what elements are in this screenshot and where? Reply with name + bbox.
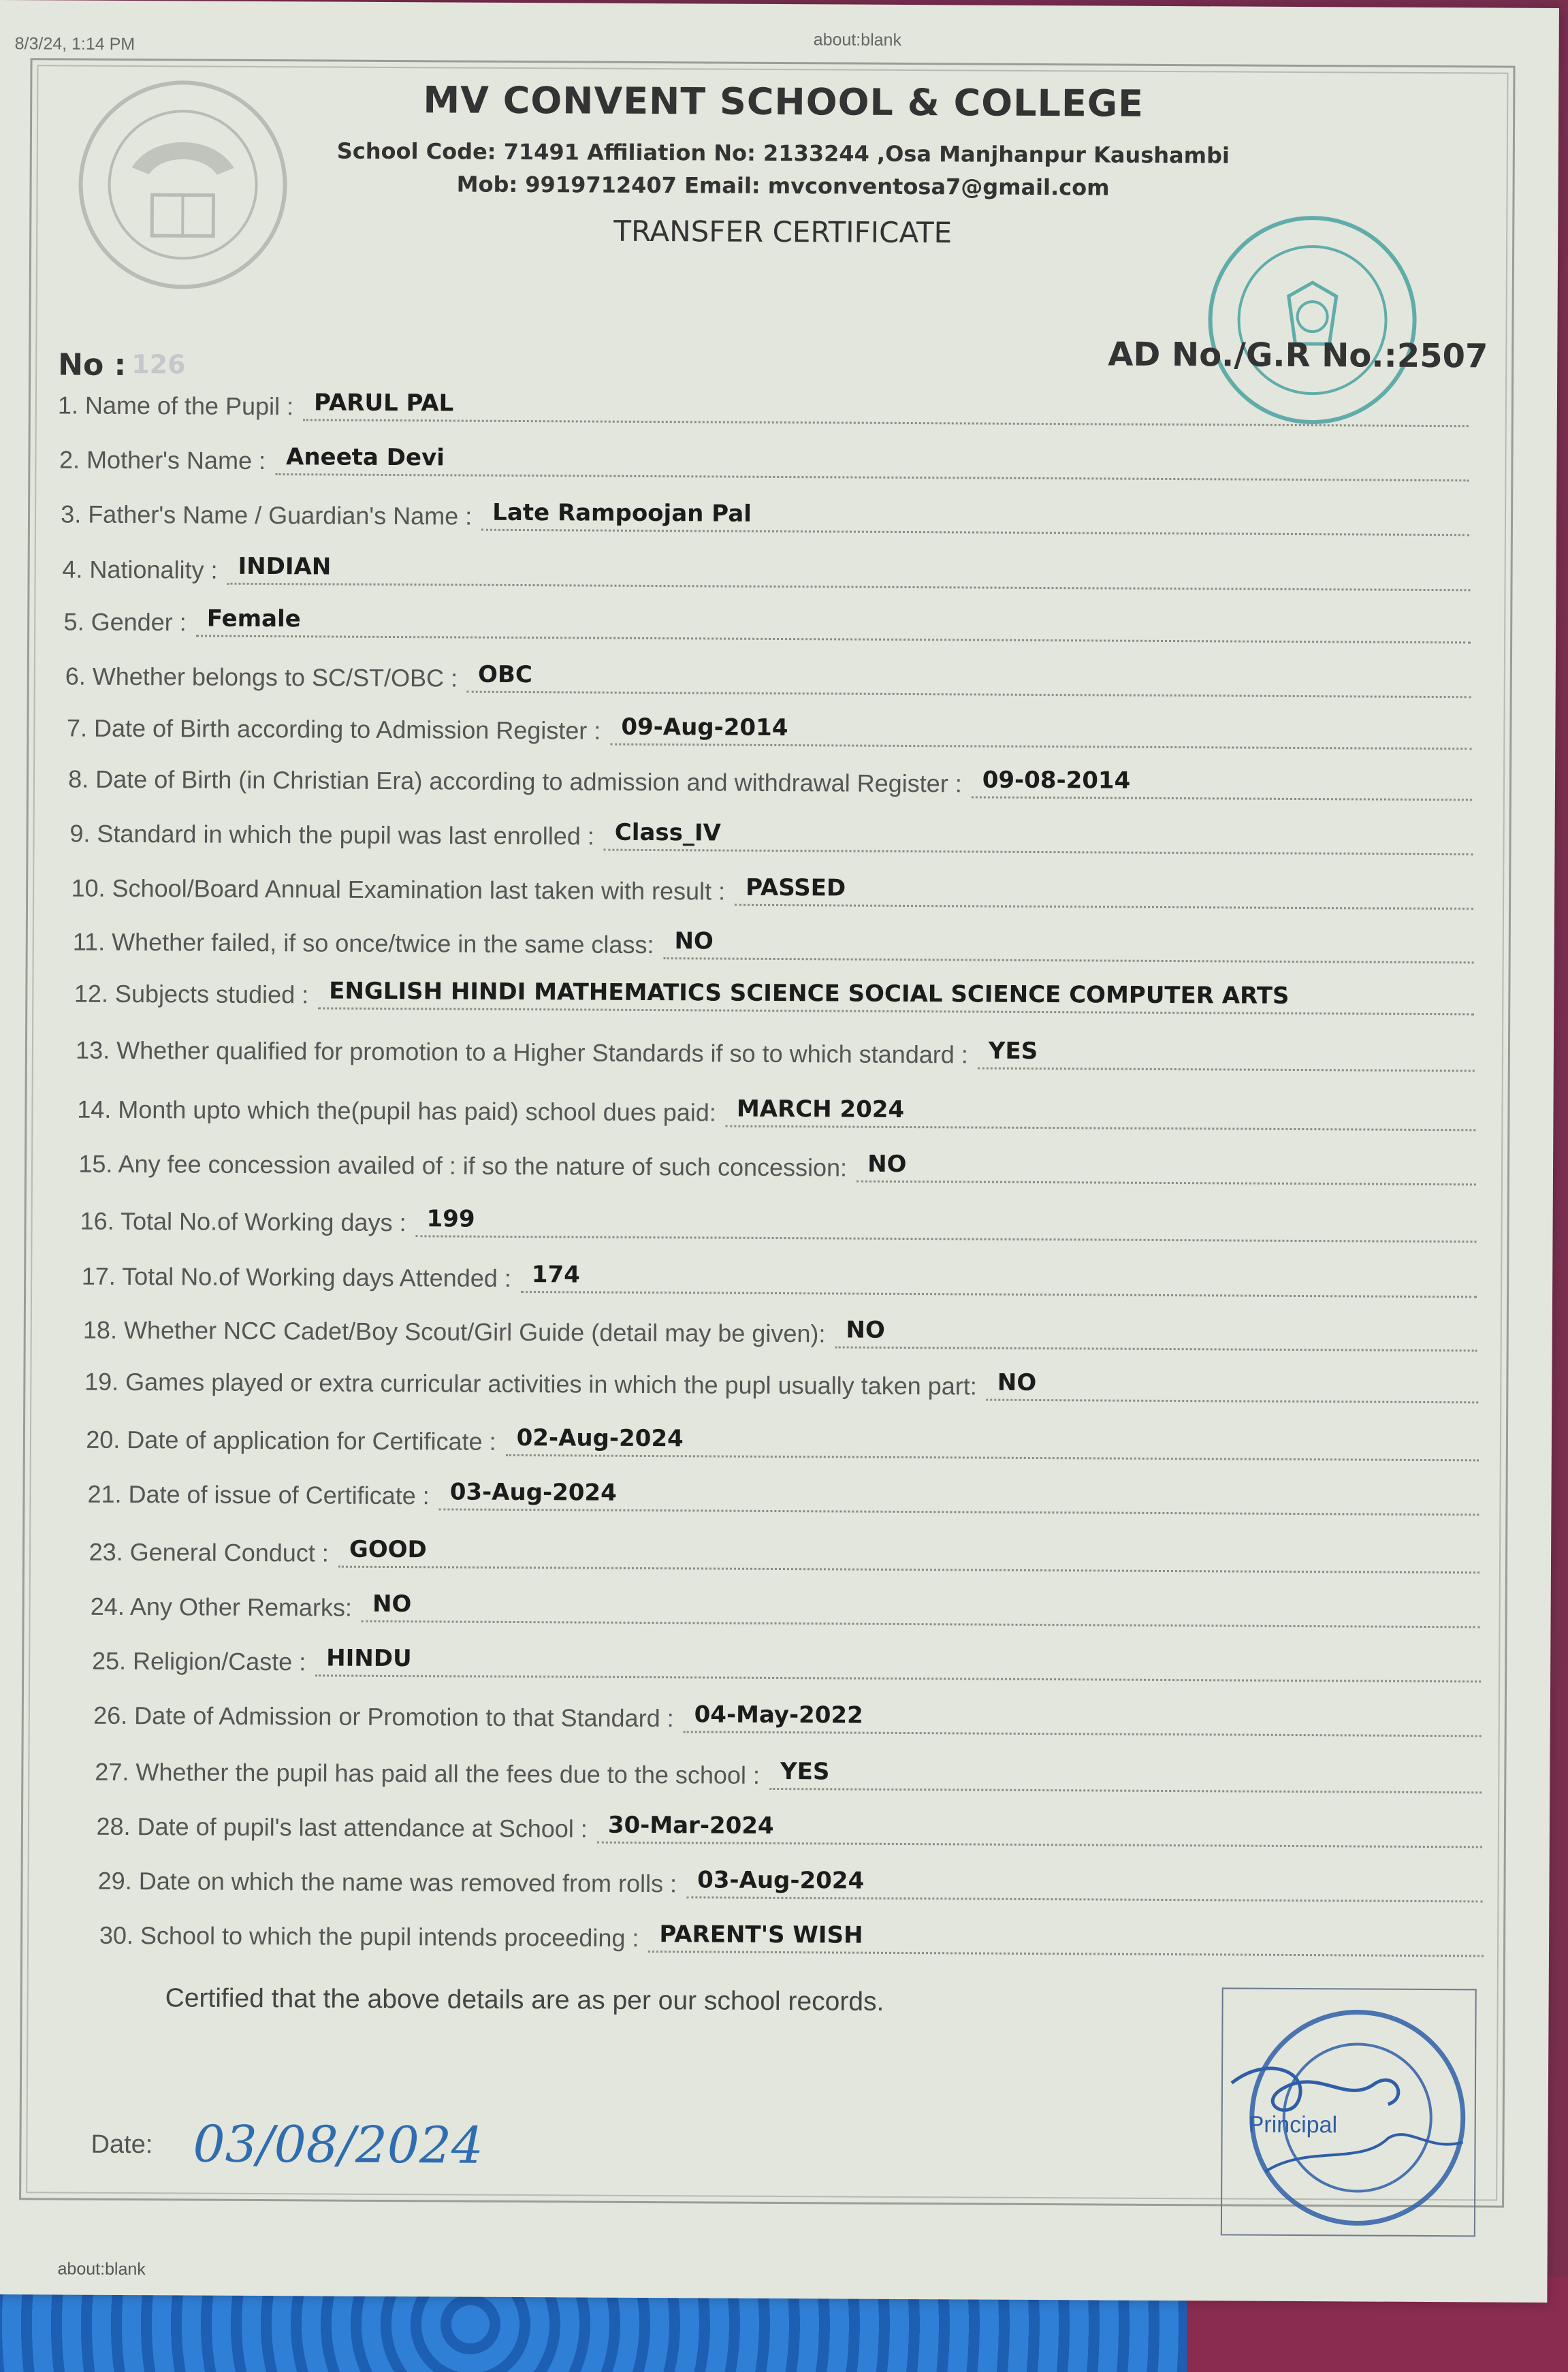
field-value: 04-May-2022 <box>684 1701 1482 1737</box>
field-label: 2. Mother's Name : <box>59 445 266 475</box>
field-row <box>82 1250 1477 1298</box>
field-value: YES <box>769 1758 1482 1793</box>
field-label: 21. Date of issue of Certificate : <box>87 1479 430 1510</box>
print-datetime: 8/3/24, 1:14 PM <box>14 34 135 54</box>
field-row <box>58 379 1469 427</box>
field-value: 09-Aug-2014 <box>610 714 1471 750</box>
field-label: 5. Gender : <box>63 607 187 637</box>
field-value: NO <box>362 1590 1480 1629</box>
certified-statement: Certified that the above details are as per our school records. <box>165 1983 884 2017</box>
field-value: 02-Aug-2024 <box>506 1424 1479 1461</box>
field-value: 199 <box>415 1205 1476 1243</box>
field-row <box>89 1526 1480 1574</box>
field-label: 26. Date of Admission or Promotion to that Standard : <box>93 1701 674 1733</box>
handwritten-date: 03/08/2024 <box>193 2115 484 2175</box>
field-value: Aneeta Devi <box>275 443 1469 481</box>
field-label: 7. Date of Birth according to Admission Register : <box>66 714 601 745</box>
field-value: Female <box>196 605 1471 644</box>
certificate-no-label: No : <box>58 347 127 383</box>
field-row <box>98 1855 1483 1903</box>
field-value: 09-08-2014 <box>972 766 1473 801</box>
field-value: 30-Mar-2024 <box>597 1812 1482 1848</box>
field-row <box>83 1304 1477 1352</box>
field-row <box>63 596 1471 644</box>
school-name: MV CONVENT SCHOOL & COLLEGE <box>423 78 1145 125</box>
field-value: OBC <box>467 661 1471 699</box>
print-url: about:blank <box>813 30 902 50</box>
date-label: Date: <box>91 2130 153 2160</box>
admission-number: AD No./G.R No.:2507 <box>1108 335 1488 376</box>
field-value: PASSED <box>735 874 1473 910</box>
field-value: Class_IV <box>604 819 1473 856</box>
field-value: Late Rampoojan Pal <box>481 499 1469 536</box>
field-row <box>86 1413 1479 1462</box>
certificate-no-value: 126 <box>131 349 186 380</box>
field-value: PARENT'S WISH <box>648 1921 1483 1957</box>
field-row <box>91 1580 1480 1629</box>
field-label: 27. Whether the pupil has paid all the fees due to the school : <box>95 1757 761 1789</box>
field-row <box>87 1468 1479 1516</box>
field-row <box>62 543 1470 591</box>
certificate-title: TRANSFER CERTIFICATE <box>613 214 953 250</box>
field-row <box>76 1024 1475 1072</box>
field-row <box>78 1138 1476 1186</box>
field-value: NO <box>835 1316 1477 1351</box>
field-value: PARUL PAL <box>303 389 1469 427</box>
field-label: 4. Nationality : <box>62 555 218 584</box>
field-row <box>67 702 1472 750</box>
field-label: 14. Month upto which the(pupil has paid) school dues paid: <box>77 1095 716 1127</box>
field-label: 6. Whether belongs to SC/ST/OBC : <box>65 662 458 692</box>
field-value: INDIAN <box>227 553 1470 592</box>
field-value: ENGLISH HINDI MATHEMATICS SCIENCE SOCIAL SCIENCE COMPUTER ARTS <box>318 977 1475 1015</box>
field-value: 03-Aug-2024 <box>439 1478 1479 1516</box>
field-value: NO <box>857 1151 1476 1186</box>
field-row <box>80 1195 1477 1243</box>
field-row <box>71 862 1473 910</box>
field-value: NO <box>987 1369 1478 1404</box>
field-label: 10. School/Board Annual Examination last taken with result : <box>71 874 726 905</box>
field-row <box>99 1909 1484 1957</box>
field-row <box>65 650 1471 699</box>
field-label: 17. Total No.of Working days Attended : <box>81 1262 511 1292</box>
field-row <box>59 433 1469 481</box>
field-label: 18. Whether NCC Cadet/Boy Scout/Girl Guide (detail may be given): <box>82 1315 826 1348</box>
field-label: 9. Standard in which the pupil was last enrolled : <box>69 819 594 850</box>
field-row <box>93 1689 1482 1737</box>
field-row <box>74 967 1475 1016</box>
field-label: 23. General Conduct : <box>89 1537 329 1567</box>
field-label: 15. Any fee concession availed of : if so the nature of such concession: <box>78 1149 848 1182</box>
field-label: 3. Father's Name / Guardian's Name : <box>61 500 473 530</box>
field-label: 13. Whether qualified for promotion to a Higher Standards if so to which standard : <box>76 1036 968 1069</box>
field-label: 19. Games played or extra curricular activities in which the pupl usually taken part: <box>84 1367 977 1400</box>
field-row <box>92 1635 1481 1683</box>
field-row <box>68 753 1472 801</box>
field-label: 11. Whether failed, if so once/twice in the same class: <box>72 927 654 959</box>
field-row <box>84 1356 1478 1404</box>
field-label: 16. Total No.of Working days : <box>80 1206 406 1237</box>
field-value: HINDU <box>315 1644 1481 1682</box>
field-label: 20. Date of application for Certificate : <box>86 1425 496 1456</box>
field-value: YES <box>978 1038 1475 1072</box>
field-row <box>96 1800 1482 1848</box>
field-value: 03-Aug-2024 <box>686 1866 1483 1902</box>
field-row <box>61 487 1469 536</box>
field-label: 24. Any Other Remarks: <box>90 1592 353 1622</box>
field-value: NO <box>663 927 1473 963</box>
field-row <box>95 1746 1482 1794</box>
field-label: 12. Subjects studied : <box>74 979 309 1009</box>
field-row <box>73 916 1474 964</box>
school-contact: Mob: 9919712407 Email: mvconventosa7@gmail.com <box>456 171 1110 201</box>
field-label: 25. Religion/Caste : <box>91 1646 306 1676</box>
field-label: 28. Date of pupil's last attendance at School : <box>96 1812 588 1843</box>
principal-label: Principal <box>1248 2111 1338 2138</box>
school-codes: School Code: 71491 Affiliation No: 2133244 ,Osa Manjhanpur Kaushambi <box>336 138 1230 169</box>
field-row <box>69 807 1473 856</box>
footer-url: about:blank <box>57 2259 146 2279</box>
field-value: GOOD <box>338 1536 1480 1574</box>
field-label: 8. Date of Birth (in Christian Era) according to admission and withdrawal Register : <box>68 765 962 798</box>
field-row <box>77 1083 1475 1132</box>
field-value: 174 <box>521 1261 1477 1298</box>
field-label: 30. School to which the pupil intends proceeding : <box>99 1921 639 1952</box>
field-value: MARCH 2024 <box>726 1095 1475 1132</box>
field-label: 29. Date on which the name was removed from rolls : <box>97 1866 677 1898</box>
field-label: 1. Name of the Pupil : <box>57 391 294 421</box>
